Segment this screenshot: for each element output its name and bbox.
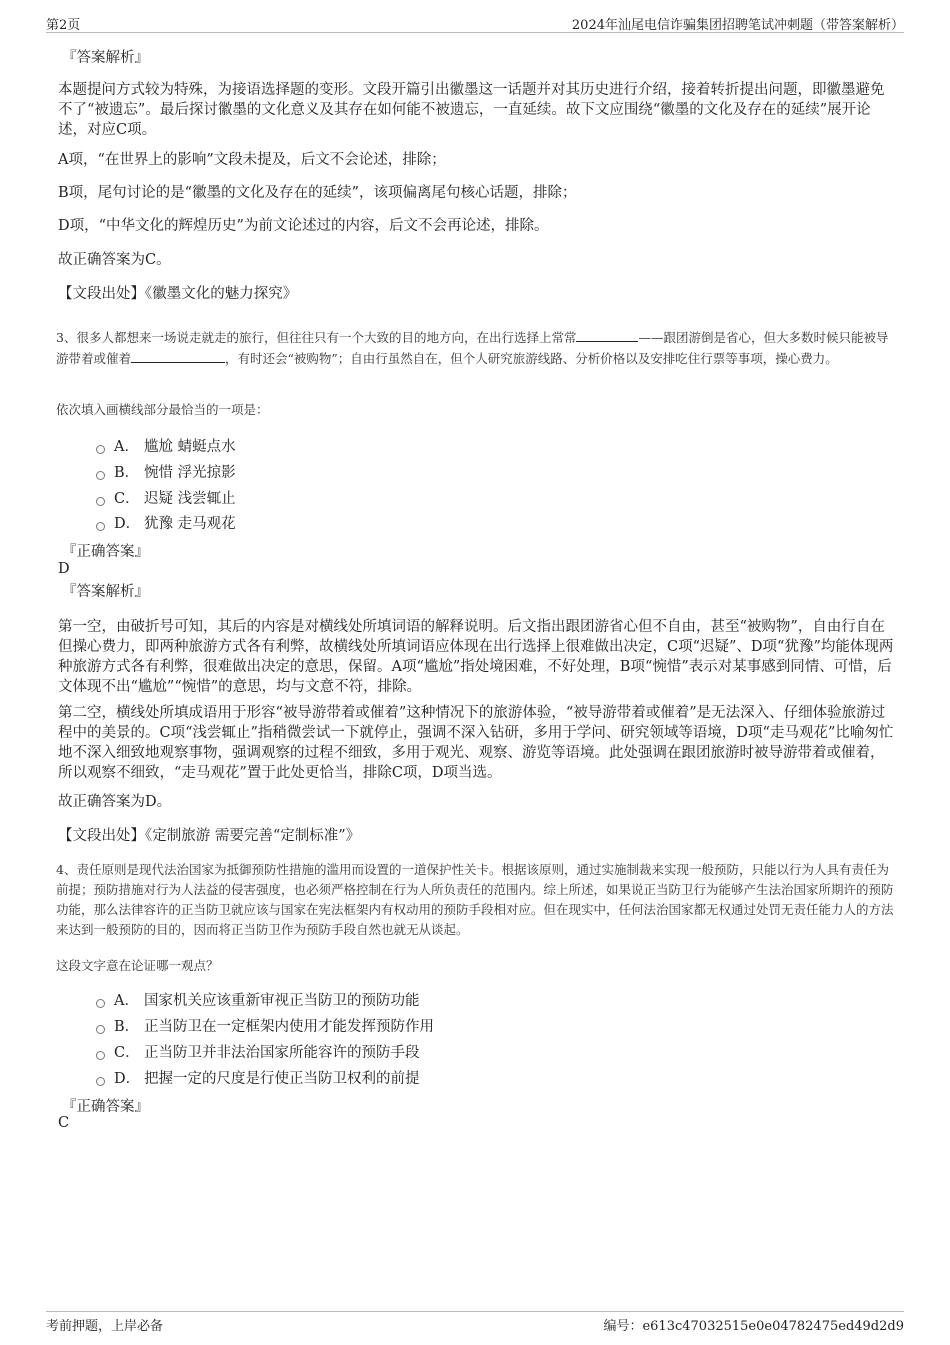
q3-option-d[interactable]: D． 犹豫 走马观花 bbox=[96, 514, 236, 534]
page-header bbox=[46, 12, 904, 33]
radio-icon[interactable] bbox=[96, 1051, 105, 1060]
document-title: 2024年汕尾电信诈骗集团招聘笔试冲刺题（带答案解析） bbox=[571, 18, 904, 33]
q3-stem: 3、很多人都想来一场说走就走的旅行，但往往只有一个大致的目的地方向，在出行选择上常常 ——跟团游倒是省心，但大多数时候只能被导游带着或催着 ，有时还会“被购物”；自由行虽然自在，但个人研究旅游线路、分析价格以及安排吃住行票等事项，操心费力。 bbox=[56, 327, 898, 369]
q3-analysis-paragraph-1: 第一空，由破折号可知，其后的内容是对横线处所填词语的解释说明。后文指出跟团游省心但不自由，甚至“被购物”，自由行自在但操心费力，即两种旅游方式各有利弊，故横线处所填词语应体现在出行选择上很难做出决定，C项“迟疑”、D项“犹豫”均能体现两种旅游方式各有利弊，很难做出决定的意思，保留。A项“尴尬”指处境困难，不好处理，B项“惋惜”表示对某事感到同情、可惜，后文体现不出“尴尬”“惋惜”的意思，均与文意不符，排除。 bbox=[58, 619, 894, 695]
q4-stem: 4、责任原则是现代法治国家为抵御预防性措施的滥用而设置的一道保护性关卡。根据该原则，通过实施制裁来实现一般预防，只能以行为人具有责任为前提；预防措施对行为人法益的侵害强度，也必须严格控制在行为人所负责任的范围内。综上所述，如果说正当防卫行为能够产生法治国家所期许的预防功能，那么法律容许的正当防卫就应该与国家在宪法框架内有权动用的预防手段相对应。但在现实中，任何法治国家都无权通过处罚无责任能力人的方法来达到一般预防的目的，因而将正当防卫作为预防手段自然也就无从谈起。 bbox=[56, 862, 894, 937]
footer-slogan: 考前押题，上岸必备 bbox=[46, 1319, 164, 1334]
q3-blank-1 bbox=[576, 327, 638, 342]
radio-icon[interactable] bbox=[96, 497, 105, 506]
q2-analysis-paragraph-3: B项，尾句讨论的是“徽墨的文化及存在的延续”，该项偏离尾句核心话题，排除； bbox=[58, 185, 577, 201]
radio-icon[interactable] bbox=[96, 999, 105, 1008]
q2-analysis-paragraph-2: A项，“在世界上的影响”文段未提及，后文不会论述，排除； bbox=[58, 152, 446, 168]
q2-analysis-paragraph-4: D项，“中华文化的辉煌历史”为前文论述过的内容，后文不会再论述，排除。 bbox=[58, 218, 549, 234]
q3-answer: D bbox=[58, 561, 70, 577]
q2-source: 【文段出处】《徽墨文化的魅力探究》 bbox=[58, 286, 298, 302]
q3-option-c[interactable]: C． 迟疑 浅尝辄止 bbox=[96, 489, 236, 509]
q4-answer-label: 『正确答案』 bbox=[62, 1099, 149, 1115]
radio-icon[interactable] bbox=[96, 445, 105, 454]
q4-prompt: 这段文字意在论证哪一观点？ bbox=[56, 958, 219, 973]
q3-conclusion: 故正确答案为D。 bbox=[58, 794, 172, 810]
q3-option-b[interactable]: B． 惋惜 浮光掠影 bbox=[96, 463, 236, 483]
radio-icon[interactable] bbox=[96, 1025, 105, 1034]
q2-analysis-label: 『答案解析』 bbox=[62, 50, 149, 66]
q4-option-d[interactable]: D． 把握一定的尺度是行使正当防卫权利的前提 bbox=[96, 1069, 420, 1089]
footer-code: 编号：e613c47032515e0e04782475ed49d2d9 bbox=[603, 1319, 904, 1334]
q3-option-a[interactable]: A． 尴尬 蜻蜓点水 bbox=[96, 437, 236, 457]
q3-source: 【文段出处】《定制旅游 需要完善“定制标准”》 bbox=[58, 828, 361, 844]
q3-answer-label: 『正确答案』 bbox=[62, 544, 149, 560]
q3-analysis-paragraph-2: 第二空，横线处所填成语用于形容“被导游带着或催着”这种情况下的旅游体验，“被导游带着或催着”是无法深入、仔细体验旅游过程中的美景的。C项“浅尝辄止”指稍微尝试一下就停止，强调不深入钻研，多用于学问、研究领域等语境，D项“走马观花”比喻匆忙地不深入细致地观察事物，强调观察的过程不细致，多用于观光、观察、游览等语境。此处强调在跟团旅游时被导游带着或催着，所以观察不细致，“走马观花”置于此处更恰当，排除C项，D项当选。 bbox=[58, 705, 894, 781]
q2-conclusion: 故正确答案为C。 bbox=[58, 252, 171, 268]
q4-option-c[interactable]: C． 正当防卫并非法治国家所能容许的预防手段 bbox=[96, 1043, 420, 1063]
radio-icon[interactable] bbox=[96, 1077, 105, 1086]
page-footer bbox=[46, 1311, 904, 1334]
q3-prompt: 依次填入画横线部分最恰当的一项是： bbox=[56, 402, 269, 417]
q4-option-a[interactable]: A． 国家机关应该重新审视正当防卫的预防功能 bbox=[96, 991, 420, 1011]
q2-analysis-paragraph-1: 本题提问方式较为特殊，为接语选择题的变形。文段开篇引出徽墨这一话题并对其历史进行介绍，接着转折提出问题，即徽墨避免不了“被遗忘”。最后探讨徽墨的文化意义及其存在如何能不被遗忘，一直延续。故下文应围绕“徽墨的文化及存在的延续”展开论述，对应C项。 bbox=[58, 82, 885, 138]
q3-analysis-label: 『答案解析』 bbox=[62, 584, 149, 600]
q4-option-b[interactable]: B． 正当防卫在一定框架内使用才能发挥预防作用 bbox=[96, 1017, 434, 1037]
radio-icon[interactable] bbox=[96, 471, 105, 480]
q4-answer: C bbox=[58, 1115, 70, 1131]
radio-icon[interactable] bbox=[96, 522, 105, 531]
q3-blank-2 bbox=[131, 348, 225, 363]
page-number: 第2页 bbox=[46, 18, 81, 33]
